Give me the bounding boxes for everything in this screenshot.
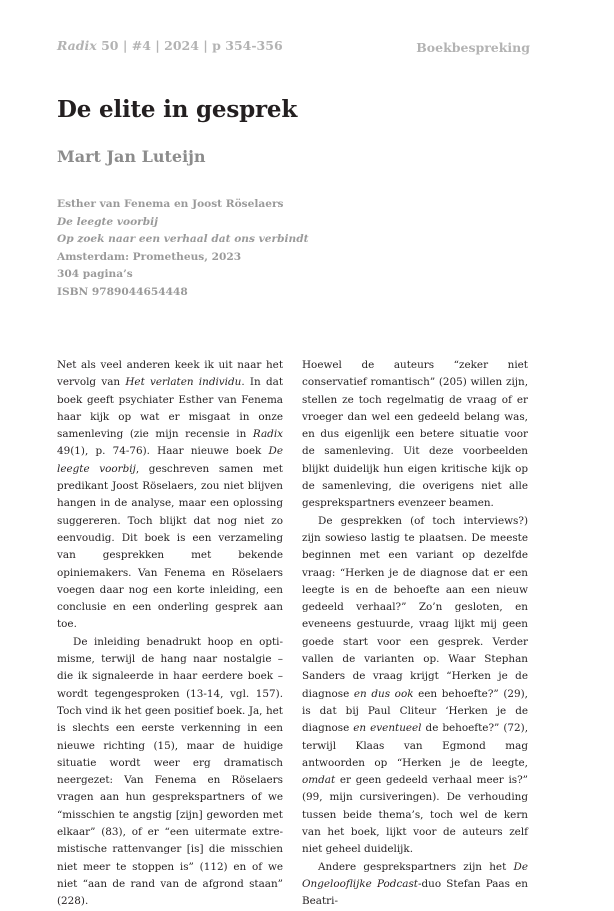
italic-run: Het verlaten individu: [125, 376, 242, 389]
text-run: de behoefte?” (72), terwijl Klaas van Egmond mag antwoorden op “Herken je de leegte,: [302, 722, 528, 769]
issue-info: 50 | #4 | 2024 | p 354-356: [96, 38, 283, 53]
text-run: , geschreven samen met predikant Joost Röselaers, zou niet blijven hangen in de analyse, maar een oplossing suggereren. Toch blijkt dat nog niet zo eenvoudig. Dit boek is een verzameling van gesprekken met bekende opiniemakers. Van Fenema en Röselaers voegen daar nog een korte inleiding, een conclusie en een onderling gesprek aan toe.: [57, 462, 283, 631]
book-publisher: Amsterdam: Prometheus, 2023: [57, 250, 242, 263]
italic-run: en eventueel: [353, 722, 422, 735]
paragraph: [57, 357, 283, 634]
text-run: -duo Stefan Paas en Beatri-: [302, 877, 528, 908]
paragraph: [302, 859, 528, 911]
article-title: De elite in gesprek: [57, 96, 298, 123]
text-run: . In dat boek geeft psychiater Esther van Fenema haar kijk op wat er misgaat in onze samenleving (zie mijn recensie in: [57, 376, 283, 441]
book-info: [57, 196, 309, 302]
section-label: Boekbespreking: [416, 40, 530, 55]
book-authors: Esther van Fenema en Joost Röselaers: [57, 198, 284, 210]
book-title: De leegte voorbij: [57, 215, 158, 228]
italic-run: De leegte voorbij: [57, 445, 283, 475]
italic-run: Radix: [252, 428, 283, 441]
paragraph: De inleiding benadrukt hoop en optimisme, terwijl de hang naar nostalgie – die ik signaleerde in haar eerdere boek – wordt tegengesproken (13-14, vgl. 157). Toch vind ik het geen positief boek. Ja, het is slechts een eerste verkenning in een nieuwe richting (15), maar de huidige situatie wordt weer erg dramatisch neergezet: Van Fenema en Röselaers vragen aan hun gesprekspartners of we “misschien te angstig [zijn] geworden met elkaar” (83), of er “een uitermate extremistische rattenvanger [is] die misschien niet meer te stoppen is” (112) en of we niet “aan de rand van de afgrond staan” (228).: [57, 635, 283, 908]
text-run: 49(1), p. 74-76). Haar nieuwe boek: [57, 445, 269, 458]
book-subtitle: Op zoek naar een verhaal dat ons verbindt: [57, 233, 309, 246]
column-left: [57, 357, 283, 911]
text-run: Andere gesprekspartners zijn het: [318, 860, 514, 873]
italic-run: De Ongelooflijke Podcast: [302, 860, 528, 890]
text-run: er geen gedeeld verhaal meer is?” (99, mijn cursiveringen). De verhouding tussen beide thema’s, toch wel de kern van het boek, lijkt voor de auteurs zelf niet geheel duidelijk.: [302, 774, 528, 856]
article-author: Mart Jan Luteijn: [57, 147, 206, 166]
text-run: Net als veel anderen keek ik uit naar het vervolg van: [57, 359, 283, 389]
book-pages: 304 pagina’s: [57, 268, 133, 281]
text-run: De gesprekken (of toch interviews?) zijn sowieso lastig te plaatsen. De meeste beginnen met een variant op dezelfde vraag: “Herken je de diagnose dat er een leegte is en de behoefte aan een nieuw gedeeld verhaal?” Zo’n gesloten, en eveneens gestuurde, vraag lijkt mij geen goede start voor een gesprek. Verder vallen de varianten op. Waar Stephan Sanders de vraag krijgt “Herken je de diagnose: [302, 514, 528, 700]
journal-name: Radix: [57, 38, 97, 53]
italic-run: en dus ook: [353, 687, 414, 700]
italic-run: omdat: [302, 774, 336, 787]
text-run: een behoefte?” (29), is dat bij Paul Cliteur ‘Herken je de diagnose: [302, 687, 528, 735]
citation: [57, 38, 283, 53]
paragraph: Hoewel de auteurs “zeker niet conservatief romantisch” (205) willen zijn, stellen ze toch regelmatig de vraag of er vroeger dan wel een gedeeld belang was, en dus eigenlijk een betere situatie voor de samenleving. Uit deze voorbeelden blijkt duidelijk hun eigen kritische kijk op de samenleving, die overigens niet alle gesprekspartners evenzeer beamen.: [302, 359, 528, 510]
book-isbn: ISBN 9789044654448: [57, 285, 188, 298]
column-right: [302, 357, 528, 911]
paragraph: [302, 513, 528, 859]
